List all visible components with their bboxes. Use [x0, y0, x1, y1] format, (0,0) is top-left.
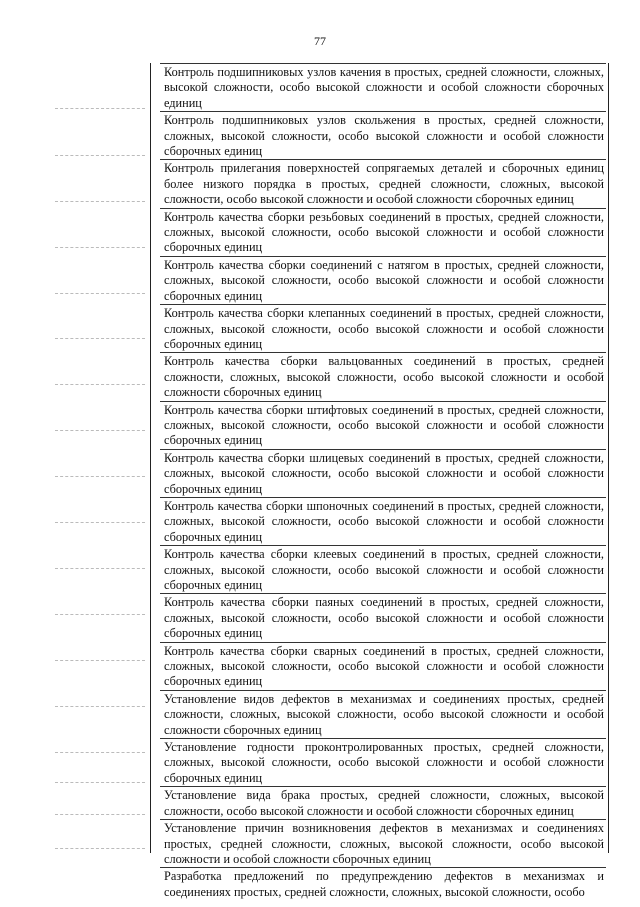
left-column-rule	[55, 752, 145, 753]
table-row: Контроль качества сборки вальцованных соединений в простых, средней сложности, сложных, высокой сложности, особо высокой сложности и особой сложности сборочных единиц	[160, 352, 606, 400]
table-right-border	[608, 63, 609, 853]
table-row: Контроль прилегания поверхностей сопрягаемых деталей и сборочных единиц более низкого порядка в простых, средней сложности, сложных, высокой сложности, особо высокой сложности и особой сложности сборочных единиц	[160, 159, 606, 207]
table-row: Контроль качества сборки соединений с натягом в простых, средней сложности, сложных, высокой сложности, особо высокой сложности и особой сложности сборочных единиц	[160, 256, 606, 304]
table-row: Установление видов дефектов в механизмах и соединениях простых, средней сложности, сложных, высокой сложности, особо высокой сложности и особой сложности сборочных единиц	[160, 690, 606, 738]
left-column-rule	[55, 614, 145, 615]
table-row: Установление вида брака простых, средней сложности, сложных, высокой сложности, особо высокой сложности и особой сложности сборочных единиц	[160, 786, 606, 819]
table-row: Контроль качества сборки штифтовых соединений в простых, средней сложности, сложных, высокой сложности, особо высокой сложности и особой сложности сборочных единиц	[160, 401, 606, 449]
table-row: Разработка предложений по предупреждению дефектов в механизмах и соединениях простых, средней сложности, сложных, высокой сложности, особо	[160, 867, 606, 900]
table-row: Контроль качества сборки паяных соединений в простых, средней сложности, сложных, высокой сложности, особо высокой сложности и особой сложности сборочных единиц	[160, 593, 606, 641]
table-row: Контроль подшипниковых узлов скольжения в простых, средней сложности, сложных, высокой сложности, особо высокой сложности и особой сложности сборочных единиц	[160, 111, 606, 159]
competency-table	[160, 63, 606, 900]
left-column-rule	[55, 476, 145, 477]
table-row: Контроль качества сборки шпоночных соединений в простых, средней сложности, сложных, высокой сложности, особо высокой сложности и особой сложности сборочных единиц	[160, 497, 606, 545]
table-row: Установление причин возникновения дефектов в механизмах и соединениях простых, средней сложности, сложных, высокой сложности, особо высокой сложности и особой сложности сборочных единиц	[160, 819, 606, 867]
left-column-rule	[55, 814, 145, 815]
left-column-rule	[55, 293, 145, 294]
left-column-rule	[55, 247, 145, 248]
table-left-border	[150, 63, 151, 853]
left-column-rule	[55, 201, 145, 202]
page-number: 77	[314, 34, 326, 48]
table-row: Контроль качества сборки клепанных соединений в простых, средней сложности, сложных, высокой сложности, особо высокой сложности и особой сложности сборочных единиц	[160, 304, 606, 352]
left-column-rule	[55, 848, 145, 849]
table-row: Контроль качества сборки сварных соединений в простых, средней сложности, сложных, высокой сложности, особо высокой сложности и особой сложности сборочных единиц	[160, 642, 606, 690]
left-column-rule	[55, 338, 145, 339]
left-column-rule	[55, 706, 145, 707]
left-column-rule	[55, 430, 145, 431]
left-column-rule	[55, 384, 145, 385]
table-row: Контроль качества сборки резьбовых соединений в простых, средней сложности, сложных, высокой сложности, особо высокой сложности и особой сложности сборочных единиц	[160, 208, 606, 256]
table-row: Контроль качества сборки клеевых соединений в простых, средней сложности, сложных, высокой сложности, особо высокой сложности и особой сложности сборочных единиц	[160, 545, 606, 593]
left-column-rule	[55, 568, 145, 569]
left-column-rule	[55, 108, 145, 109]
table-row: Контроль качества сборки шлицевых соединений в простых, средней сложности, сложных, высокой сложности, особо высокой сложности и особой сложности сборочных единиц	[160, 449, 606, 497]
left-column-rule	[55, 522, 145, 523]
table-row: Установление годности проконтролированных простых, средней сложности, сложных, высокой сложности, особо высокой сложности и особой сложности сборочных единиц	[160, 738, 606, 786]
left-column-rule	[55, 155, 145, 156]
left-column-rule	[55, 660, 145, 661]
left-column-rule	[55, 782, 145, 783]
table-row: Контроль подшипниковых узлов качения в простых, средней сложности, сложных, высокой сложности, особо высокой сложности и особой сложности сборочных единиц	[160, 63, 606, 111]
